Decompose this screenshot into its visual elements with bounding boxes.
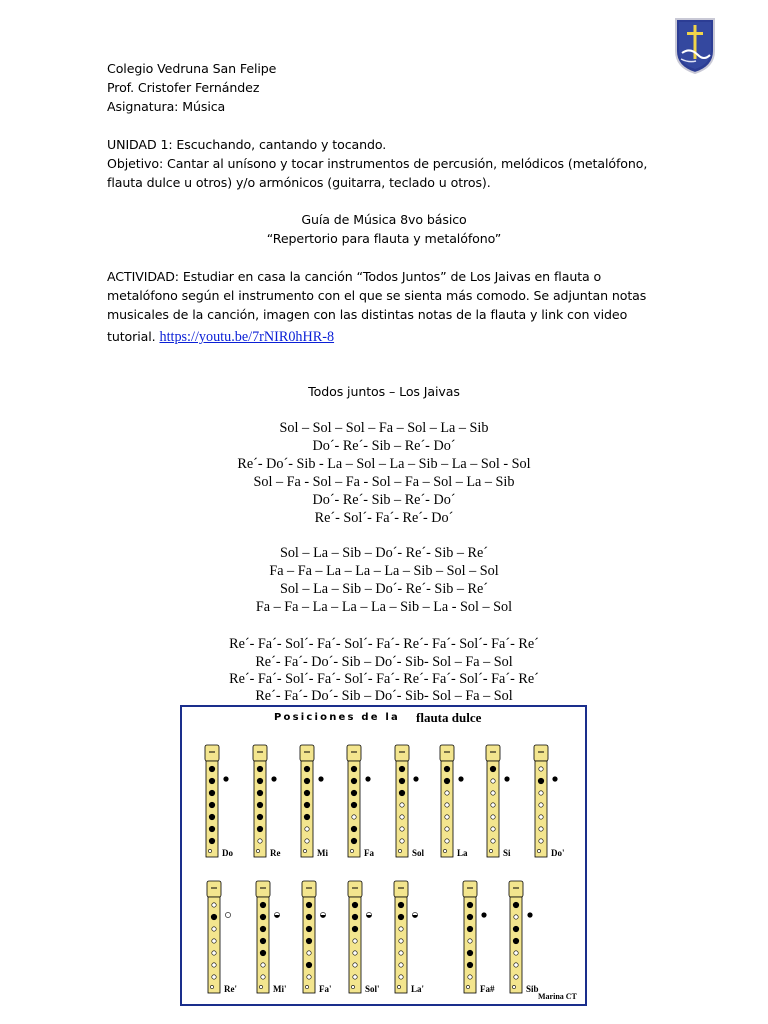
recorder-mouthpiece [205,745,219,761]
note-label: Do [222,848,233,858]
stanza-3-line: Re´- Fa´- Sol´- Fa´- Sol´- Fa´- Re´- Fa´- Sol´- Fa´- Re´ [229,636,539,652]
finger-hole-open [539,839,543,843]
bell-hole [259,985,262,988]
finger-hole-closed [351,790,357,796]
finger-hole-open [305,839,309,843]
recorder-mouthpiece [463,881,477,897]
chart-credit: Marina CT [538,992,577,1001]
finger-hole-closed [399,790,405,796]
bell-hole [208,849,211,852]
finger-hole-closed [304,790,310,796]
bell-hole [443,849,446,852]
thumb-hole-closed [318,776,323,781]
finger-hole-closed [538,778,544,784]
note-label: Sib [526,984,539,994]
finger-hole-open [400,815,404,819]
recorder-mouthpiece [486,745,500,761]
finger-hole-open [212,939,216,943]
finger-hole-open [491,827,495,831]
finger-hole-closed [467,950,473,956]
finger-hole-open [353,951,357,955]
finger-hole-closed [260,926,266,932]
finger-hole-closed [398,902,404,908]
thumb-hole-closed [504,776,509,781]
finger-hole-open [400,827,404,831]
finger-hole-open [514,975,518,979]
finger-hole-open [307,975,311,979]
finger-hole-open [491,803,495,807]
note-label: Sol [412,848,425,858]
finger-hole-closed [467,914,473,920]
finger-hole-closed [399,766,405,772]
bell-hole [305,985,308,988]
finger-hole-open [305,827,309,831]
bell-hole [210,985,213,988]
note-label: Re' [224,984,237,994]
finger-hole-closed [352,902,358,908]
finger-hole-closed [304,802,310,808]
thumb-hole-closed [271,776,276,781]
recorder-diagrams [182,707,585,1004]
school-crest-logo [674,17,716,75]
stanza-2-line: Fa – Fa – La – La – La – Sib – Sol – Sol [269,563,499,579]
recorder-fingering-chart [180,705,587,1006]
note-label: Si [503,848,511,858]
thumb-hole-closed [365,776,370,781]
finger-hole-closed [351,802,357,808]
finger-hole-closed [257,766,263,772]
finger-hole-closed [444,766,450,772]
note-label: Sol' [365,984,380,994]
finger-hole-open [212,903,216,907]
finger-hole-open [539,803,543,807]
finger-hole-closed [351,766,357,772]
finger-hole-open [468,975,472,979]
finger-hole-closed [351,778,357,784]
bell-hole [398,849,401,852]
bell-hole [351,985,354,988]
finger-hole-closed [352,926,358,932]
chart-title-part-2: flauta dulce [416,710,482,725]
finger-hole-closed [306,914,312,920]
bell-hole [537,849,540,852]
recorder-mouthpiece [253,745,267,761]
finger-hole-open [514,915,518,919]
finger-hole-open [212,963,216,967]
subject-line: Asignatura: Música [107,99,226,114]
finger-hole-open [400,803,404,807]
bell-hole [256,849,259,852]
finger-hole-closed [513,926,519,932]
recorder-mouthpiece [207,881,221,897]
activity-line-2: metalófono según el instrumento con el que se sienta más comodo. Se adjuntan notas [107,288,647,303]
finger-hole-open [491,779,495,783]
finger-hole-open [399,963,403,967]
finger-hole-closed [209,814,215,820]
finger-hole-open [399,927,403,931]
stanza-1-line: Re´- Do´- Sib - La – Sol – La – Sib – La – Sol - Sol [237,456,531,472]
finger-hole-closed [257,778,263,784]
thumb-hole-closed [481,912,486,917]
stanza-3-line: Re´- Fa´- Sol´- Fa´- Sol´- Fa´- Re´- Fa´- Sol´- Fa´- Re´ [229,671,539,687]
finger-hole-open [445,803,449,807]
finger-hole-open [261,963,265,967]
finger-hole-open [212,975,216,979]
finger-hole-closed [306,962,312,968]
thumb-hole-closed [413,776,418,781]
finger-hole-open [212,927,216,931]
finger-hole-open [539,827,543,831]
recorder-mouthpiece [300,745,314,761]
finger-hole-closed [399,778,405,784]
stanza-3-line: Re´- Fa´- Do´- Sib – Do´- Sib- Sol – Fa – Sol [255,654,513,670]
activity-line-3: musicales de la canción, imagen con las distintas notas de la flauta y link con video [107,307,628,322]
finger-hole-open [352,815,356,819]
bell-hole [397,985,400,988]
note-label: Fa' [319,984,332,994]
teacher-name: Prof. Cristofer Fernández [107,80,260,95]
recorder-mouthpiece [394,881,408,897]
finger-hole-closed [304,814,310,820]
thumb-hole-closed [223,776,228,781]
finger-hole-open [261,975,265,979]
school-name: Colegio Vedruna San Felipe [107,61,277,76]
finger-hole-closed [306,902,312,908]
stanza-2-line: Fa – Fa – La – La – La – Sib – La - Sol – Sol [255,599,513,615]
note-label: Mi' [273,984,287,994]
thumb-hole-closed [552,776,557,781]
finger-hole-closed [257,826,263,832]
finger-hole-closed [467,902,473,908]
recorder-mouthpiece [347,745,361,761]
note-label: La [457,848,468,858]
finger-hole-open [353,939,357,943]
stanza-1-line: Do´- Re´- Sib – Re´- Do´ [312,438,456,454]
finger-hole-closed [306,926,312,932]
finger-hole-open [400,839,404,843]
finger-hole-closed [209,802,215,808]
finger-hole-closed [257,802,263,808]
thumb-hole-open [225,912,230,917]
thumb-hole-closed [527,912,532,917]
finger-hole-closed [352,914,358,920]
recorder-mouthpiece [348,881,362,897]
finger-hole-closed [260,902,266,908]
bell-hole [350,849,353,852]
stanza-2-line: Sol – La – Sib – Do´- Re´- Sib – Re´ [279,581,489,597]
finger-hole-closed [209,790,215,796]
recorder-mouthpiece [534,745,548,761]
finger-hole-open [445,839,449,843]
note-label: La' [411,984,425,994]
finger-hole-open [399,951,403,955]
finger-hole-open [491,839,495,843]
finger-hole-open [399,975,403,979]
finger-hole-closed [211,914,217,920]
finger-hole-open [258,839,262,843]
finger-hole-closed [209,778,215,784]
recorder-mouthpiece [302,881,316,897]
finger-hole-closed [467,962,473,968]
stanza-1-line: Do´- Re´- Sib – Re´- Do´ [312,492,456,508]
finger-hole-open [307,951,311,955]
finger-hole-open [491,791,495,795]
chart-title-part-1: Posiciones de la [274,712,400,723]
finger-hole-open [353,975,357,979]
finger-hole-closed [260,950,266,956]
finger-hole-closed [260,938,266,944]
finger-hole-open [353,963,357,967]
finger-hole-closed [351,838,357,844]
finger-hole-open [445,827,449,831]
unit-objective-line-2: flauta dulce u otros) y/o armónicos (guitarra, teclado u otros). [107,175,491,190]
finger-hole-open [514,963,518,967]
stanza-2-line: Sol – La – Sib – Do´- Re´- Sib – Re´ [279,545,489,561]
unit-objective-line-1: Objetivo: Cantar al unísono y tocar instrumentos de percusión, melódicos (metalófono, [107,156,648,171]
finger-hole-closed [304,766,310,772]
note-label: Do' [551,848,565,858]
stanza-1-line: Re´- Sol´- Fa´- Re´- Do´ [314,510,454,526]
note-label: Mi [317,848,328,858]
bell-hole [489,849,492,852]
finger-hole-closed [209,826,215,832]
finger-hole-open [399,939,403,943]
stanza-1-line: Sol – Sol – Sol – Fa – Sol – La – Sib [279,420,489,436]
finger-hole-open [539,767,543,771]
finger-hole-open [468,939,472,943]
finger-hole-closed [209,766,215,772]
recorder-mouthpiece [395,745,409,761]
bell-hole [512,985,515,988]
finger-hole-open [445,791,449,795]
note-label: Re [270,848,281,858]
finger-hole-open [539,815,543,819]
finger-hole-closed [304,778,310,784]
finger-hole-open [445,815,449,819]
finger-hole-closed [513,938,519,944]
finger-hole-closed [513,902,519,908]
finger-hole-open [491,815,495,819]
guide-subtitle: “Repertorio para flauta y metalófono” [266,231,502,246]
finger-hole-open [539,791,543,795]
finger-hole-closed [209,838,215,844]
finger-hole-open [514,951,518,955]
finger-hole-open [212,951,216,955]
finger-hole-closed [398,914,404,920]
activity-line-1: ACTIVIDAD: Estudiar en casa la canción “Todos Juntos” de Los Jaivas en flauta o [107,269,602,284]
stanza-1-line: Sol – Fa - Sol – Fa - Sol – Fa – Sol – La – Sib [253,474,515,490]
finger-hole-closed [306,938,312,944]
finger-hole-closed [257,814,263,820]
song-title: Todos juntos – Los Jaivas [308,384,460,399]
note-label: Fa# [480,984,495,994]
finger-hole-closed [257,790,263,796]
finger-hole-closed [351,826,357,832]
recorder-mouthpiece [509,881,523,897]
thumb-hole-closed [458,776,463,781]
unit-title: UNIDAD 1: Escuchando, cantando y tocando. [107,137,387,152]
bell-hole [303,849,306,852]
finger-hole-closed [444,778,450,784]
activity-line-4-text: tutorial. [107,329,160,344]
recorder-mouthpiece [440,745,454,761]
note-label: Fa [364,848,374,858]
activity-line-4 [107,326,334,346]
finger-hole-closed [467,926,473,932]
guide-title: Guía de Música 8vo básico [301,212,467,227]
finger-hole-closed [490,766,496,772]
finger-hole-closed [260,914,266,920]
video-tutorial-link[interactable]: https://youtu.be/7rNIR0hHR-8 [159,329,335,345]
bell-hole [466,985,469,988]
stanza-3-line: Re´- Fa´- Do´- Sib – Do´- Sib- Sol – Fa – Sol [255,688,513,704]
recorder-mouthpiece [256,881,270,897]
